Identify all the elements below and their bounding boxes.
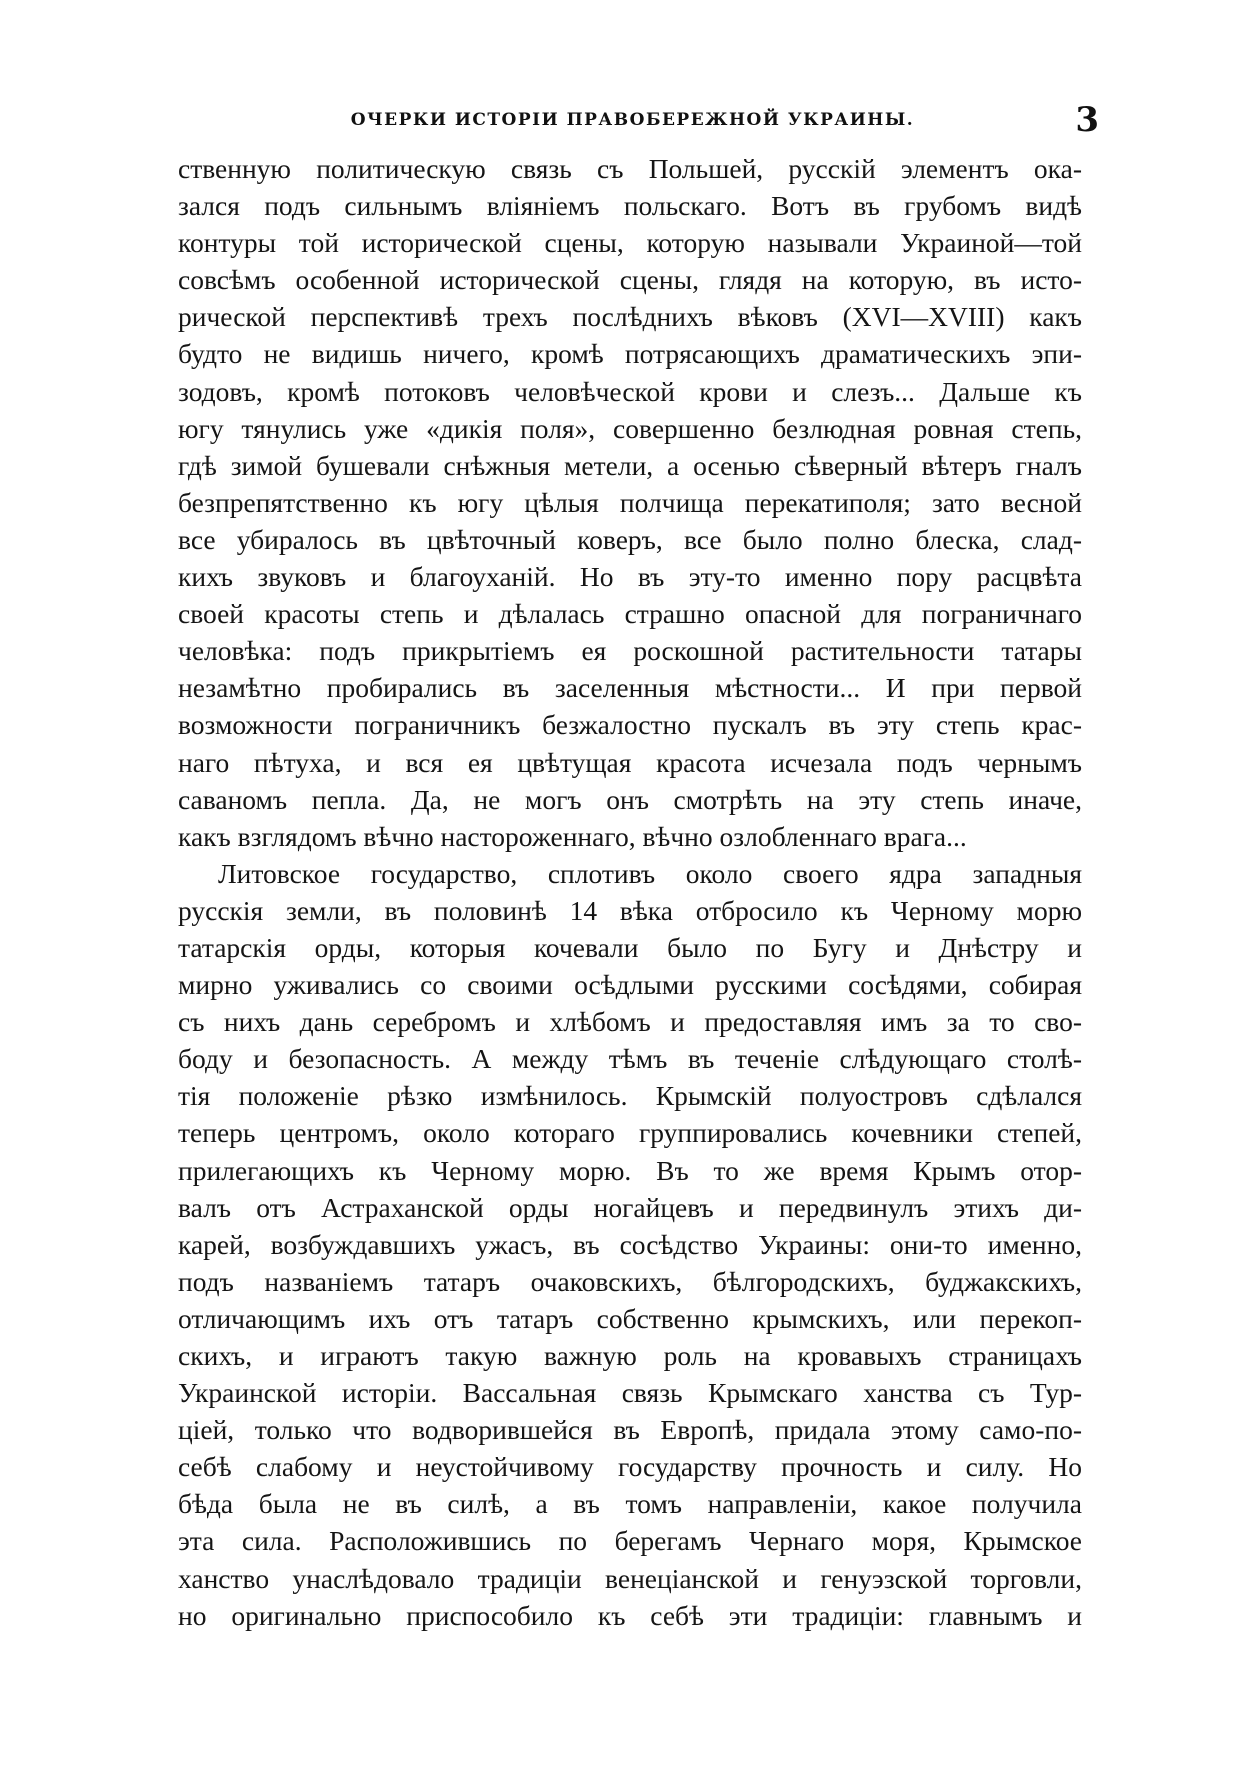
text-line: будто не видишь ничего, кромѣ потрясающихъ драматическихъ эпи- [178,338,1082,370]
text-line: подъ названіемъ татаръ очаковскихъ, бѣлгородскихъ, буджакскихъ, [178,1265,1082,1297]
text-line: незамѣтно пробирались въ заселенныя мѣстности... И при первой [178,672,1082,704]
text-line: югу тянулись уже «дикія поля», совершенно безлюдная ровная степь, [178,412,1082,444]
text-line: русскія земли, въ половинѣ 14 вѣка отбросило къ Черному морю [178,894,1082,926]
text-line: боду и безопасность. А между тѣмъ въ теченіе слѣдующаго столѣ- [178,1043,1082,1075]
text-line: контуры той исторической сцены, которую называли Украиной—той [178,227,1082,259]
paragraph-1 [178,150,1082,855]
text-line: ственную политическую связь съ Польшей, русскій элементъ ока- [178,153,1082,184]
body-text [178,150,1082,1634]
text-line: себѣ слабому и неустойчивому государству прочность и силу. Но [178,1451,1082,1483]
text-line: зодовъ, кромѣ потоковъ человѣческой крови и слезъ... Дальше къ [178,375,1082,407]
text-line: валъ отъ Астраханской орды ногайцевъ и передвинулъ этихъ ди- [178,1191,1082,1223]
text-line: какъ взглядомъ вѣчно настороженнаго, вѣчно озлобленнаго врага... [178,820,967,852]
text-line: гдѣ зимой бушевали снѣжныя метели, а осенью сѣверный вѣтеръ гналъ [178,449,1082,481]
text-line: татарскія орды, которыя кочевали было по Бугу и Днѣстру и [178,931,1082,963]
text-line: тія положеніе рѣзко измѣнилось. Крымскій полуостровъ сдѣлался [178,1080,1082,1112]
text-line: но оригинально приспособило къ себѣ эти традиціи: главнымъ и [178,1599,1082,1631]
text-line: кихъ звуковъ и благоуханій. Но въ эту-то именно пору расцвѣта [178,561,1082,593]
text-line: Украинской исторіи. Вассальная связь Крымскаго ханства съ Тур- [178,1377,1082,1409]
text-line: ханство унаслѣдовало традиціи венеціанской и генуэзской торговли, [178,1562,1082,1594]
text-line: саваномъ пепла. Да, не могъ онъ смотрѣть на эту степь иначе, [178,783,1082,815]
text-line: безпрепятственно къ югу цѣлыя полчища перекатиполя; зато весной [178,486,1082,518]
text-line: все убиралось въ цвѣточный коверъ, все было полно блеска, слад- [178,523,1082,555]
text-line: прилегающихъ къ Черному морю. Въ то же время Крымъ отор- [178,1154,1082,1186]
text-line: карей, возбуждавшихъ ужасъ, въ сосѣдство Украины: они-то именно, [178,1228,1082,1260]
text-line: человѣка: подъ прикрытіемъ ея роскошной растительности татары [178,635,1082,667]
text-line: эта сила. Расположившись по берегамъ Чернаго моря, Крымское [178,1525,1082,1557]
text-line: совсѣмъ особенной исторической сцены, глядя на которую, въ исто- [178,264,1082,296]
running-title: ОЧЕРКИ ИСТОРІИ ПРАВОБЕРЕЖНОЙ УКРАИНЫ. [350,110,915,130]
text-line: скихъ, и играютъ такую важную роль на кровавыхъ страницахъ [178,1340,1082,1371]
text-line: бѣда была не въ силѣ, а въ томъ направленіи, какое получила [178,1488,1082,1520]
text-line: наго пѣтуха, и вся ея цвѣтущая красота исчезала подъ чернымъ [178,746,1082,778]
text-line: отличающимъ ихъ отъ татаръ собственно крымскихъ, или перекоп- [178,1302,1082,1334]
text-line: мирно уживались со своими осѣдлыми русскими сосѣдями, собирая [178,969,1082,1001]
page-number: 3 [1075,100,1099,140]
text-line: съ нихъ дань серебромъ и хлѣбомъ и предоставляя имъ за то сво- [178,1006,1082,1038]
text-line: своей красоты степь и дѣлалась страшно опасной для пограничнаго [178,598,1082,630]
text-line: рической перспективѣ трехъ послѣднихъ вѣковъ (XVI—XVIII) какъ [178,301,1082,333]
text-line: возможности пограничникъ безжалостно пускалъ въ эту степь крас- [178,709,1082,741]
text-line: ціей, только что водворившейся въ Европѣ, придала этому само-по- [178,1414,1082,1446]
paragraph-2 [178,855,1082,1634]
text-line: теперь центромъ, около котораго группировались кочевники степей, [178,1117,1082,1149]
running-head [180,100,1099,140]
text-line: Литовское государство, сплотивъ около своего ядра западныя [218,857,1082,889]
text-line: зался подъ сильнымъ вліяніемъ польскаго. Вотъ въ грубомъ видѣ [178,190,1082,222]
